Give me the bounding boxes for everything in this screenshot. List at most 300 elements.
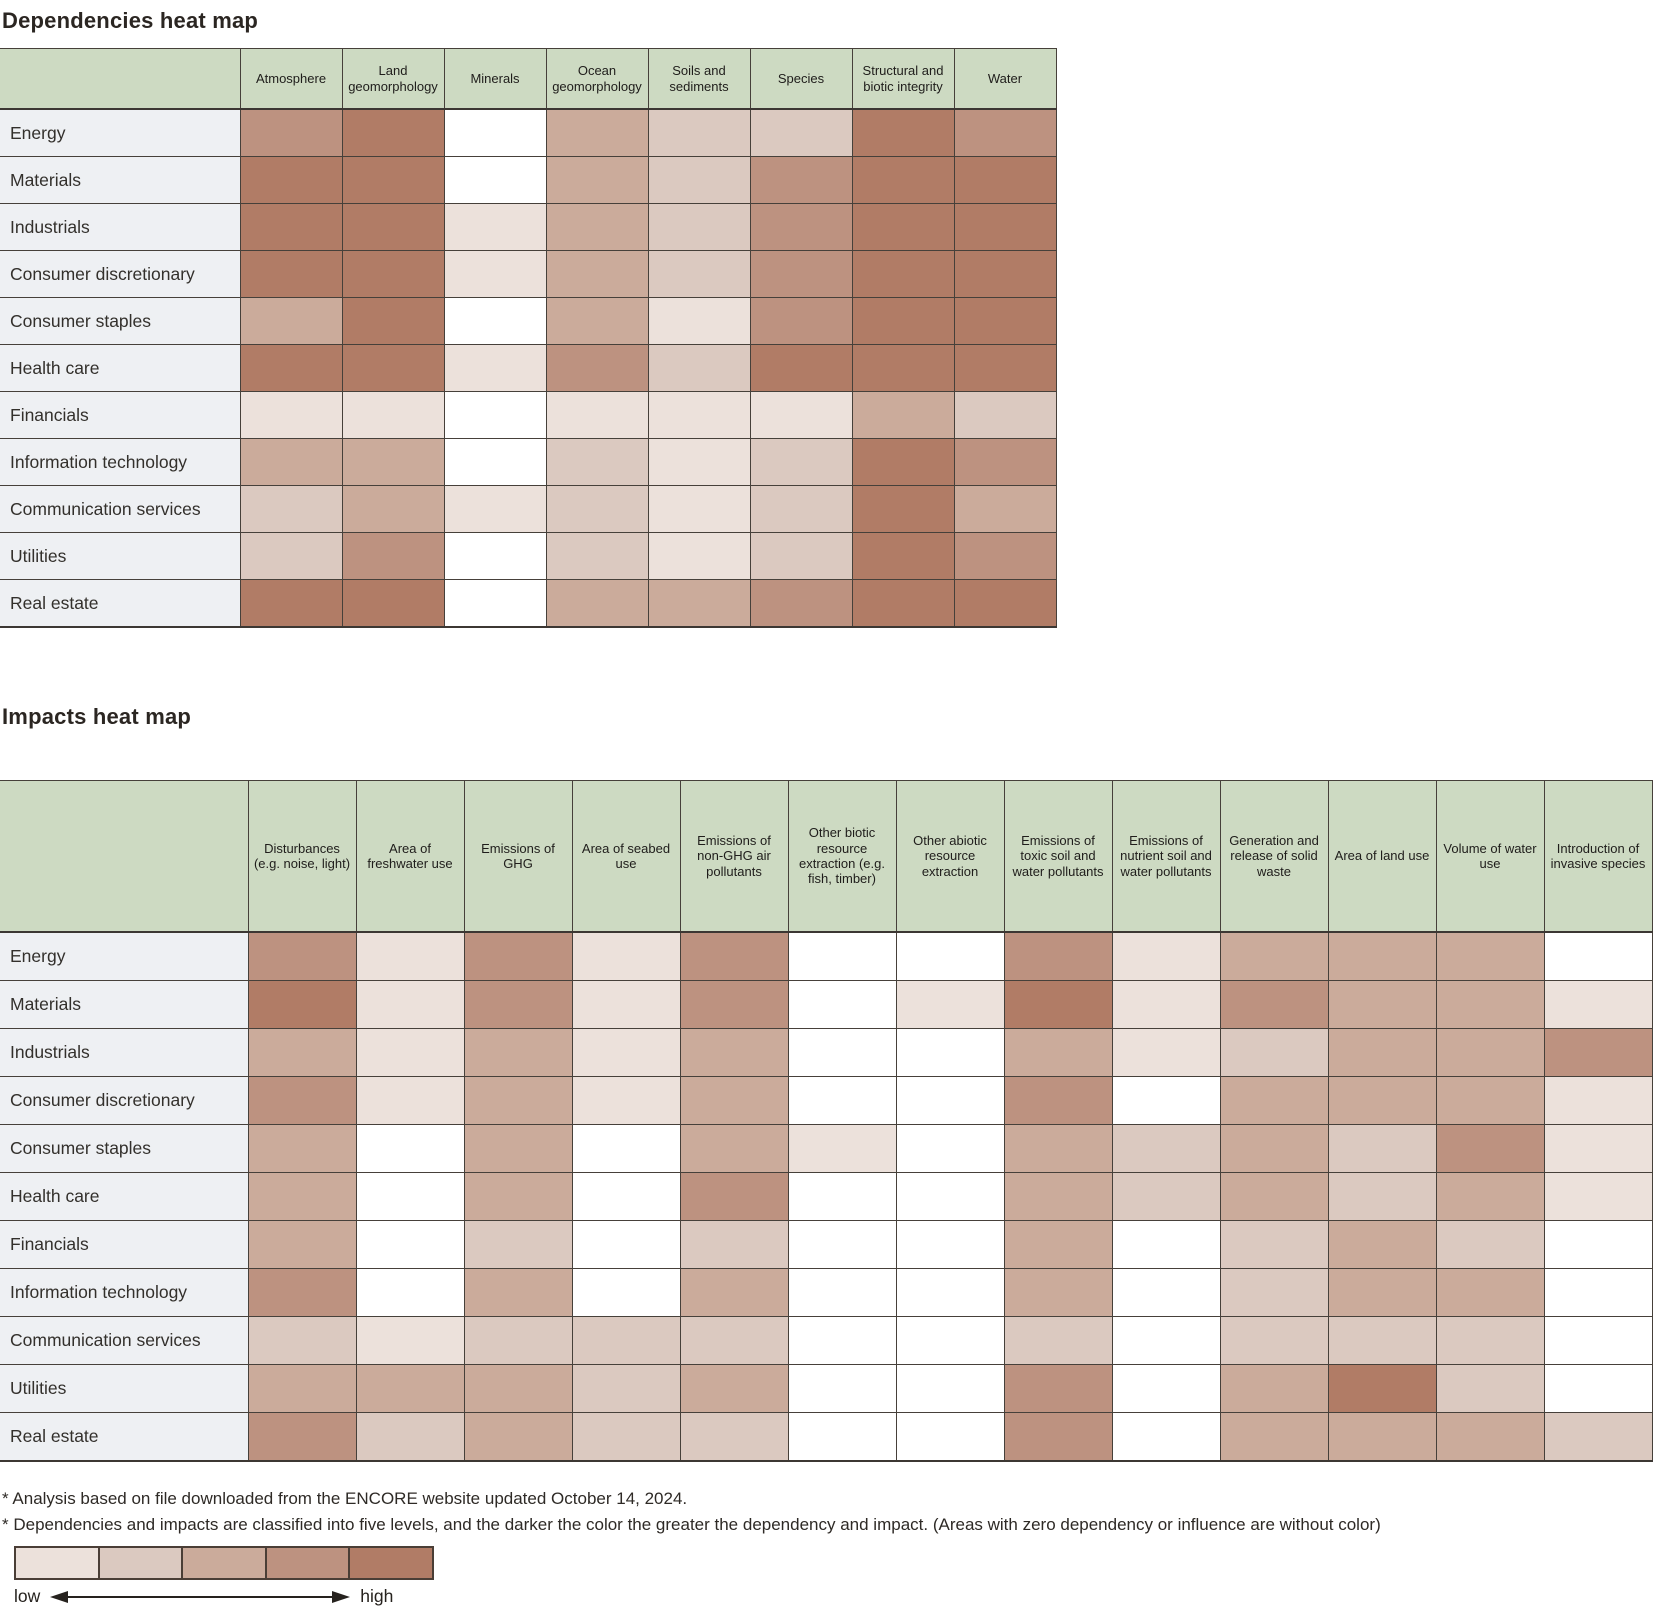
- heatmap-cell: [1220, 1173, 1328, 1221]
- column-header: Atmosphere: [240, 49, 342, 110]
- heatmap-cell: [546, 109, 648, 157]
- row-label: Financials: [0, 1221, 248, 1269]
- heatmap-cell: [444, 486, 546, 533]
- heatmap-cell: [1544, 1317, 1652, 1365]
- heatmap-cell: [1436, 1269, 1544, 1317]
- heatmap-cell: [750, 439, 852, 486]
- heatmap-cell: [680, 1317, 788, 1365]
- heatmap-cell: [572, 932, 680, 981]
- heatmap-cell: [852, 439, 954, 486]
- heatmap-cell: [1220, 1365, 1328, 1413]
- header-row: [0, 49, 1056, 110]
- heatmap-cell: [342, 486, 444, 533]
- heatmap-cell: [1004, 1317, 1112, 1365]
- heatmap-cell: [240, 486, 342, 533]
- table-row: [0, 251, 1056, 298]
- legend-color-bar: [14, 1546, 434, 1580]
- heatmap-cell: [1004, 981, 1112, 1029]
- table-row: [0, 345, 1056, 392]
- heatmap-cell: [1220, 1317, 1328, 1365]
- heatmap-cell: [1544, 1413, 1652, 1462]
- heatmap-cell: [240, 392, 342, 439]
- heatmap-cell: [342, 580, 444, 628]
- table-row: [0, 486, 1056, 533]
- heatmap-cell: [572, 1077, 680, 1125]
- row-label: Industrials: [0, 204, 240, 251]
- column-header: Area of land use: [1328, 781, 1436, 933]
- heatmap-cell: [1112, 1077, 1220, 1125]
- heatmap-cell: [1112, 1413, 1220, 1462]
- heatmap-cell: [954, 533, 1056, 580]
- heatmap-cell: [896, 1029, 1004, 1077]
- heatmap-cell: [896, 1269, 1004, 1317]
- heatmap-cell: [1436, 1173, 1544, 1221]
- heatmap-cell: [1328, 1365, 1436, 1413]
- heatmap-cell: [1436, 1125, 1544, 1173]
- row-label: Consumer discretionary: [0, 251, 240, 298]
- heatmap-cell: [572, 1221, 680, 1269]
- corner-cell: [0, 781, 248, 933]
- row-label: Real estate: [0, 580, 240, 628]
- footnote-classification: * Dependencies and impacts are classified into five levels, and the darker the color the greater the dependency and impact. (Areas with zero dependency or influence are without color): [2, 1515, 1381, 1534]
- heatmap-cell: [852, 251, 954, 298]
- heatmap-cell: [248, 981, 356, 1029]
- impacts-heatmap-title: Impacts heat map: [2, 704, 192, 729]
- heatmap-cell: [1436, 981, 1544, 1029]
- legend-swatch-level-5: [348, 1548, 432, 1578]
- heatmap-cell: [572, 981, 680, 1029]
- heatmap-cell: [248, 932, 356, 981]
- heatmap-cell: [852, 486, 954, 533]
- heatmap-cell: [648, 109, 750, 157]
- heatmap-cell: [896, 1413, 1004, 1462]
- heatmap-cell: [1220, 1029, 1328, 1077]
- footnote-source: * Analysis based on file downloaded from the ENCORE website updated October 14, 2024.: [2, 1489, 688, 1508]
- heatmap-cell: [248, 1365, 356, 1413]
- heatmap-cell: [248, 1317, 356, 1365]
- heatmap-cell: [1112, 1221, 1220, 1269]
- heatmap-cell: [648, 157, 750, 204]
- heatmap-cell: [464, 1029, 572, 1077]
- row-label: Energy: [0, 109, 240, 157]
- heatmap-cell: [1220, 981, 1328, 1029]
- heatmap-cell: [240, 251, 342, 298]
- column-header: Other biotic resource extraction (e.g. fish, timber): [788, 781, 896, 933]
- heatmap-cell: [954, 486, 1056, 533]
- column-header: Emissions of non-GHG air pollutants: [680, 781, 788, 933]
- heatmap-cell: [680, 1173, 788, 1221]
- table-row: [0, 392, 1056, 439]
- column-header: Area of freshwater use: [356, 781, 464, 933]
- heatmap-cell: [356, 1365, 464, 1413]
- row-label: Health care: [0, 1173, 248, 1221]
- heatmap-cell: [680, 1413, 788, 1462]
- heatmap-cell: [1544, 932, 1652, 981]
- heatmap-cell: [954, 109, 1056, 157]
- heatmap-cell: [464, 932, 572, 981]
- heatmap-cell: [852, 533, 954, 580]
- heatmap-cell: [572, 1125, 680, 1173]
- heatmap-cell: [444, 109, 546, 157]
- heatmap-cell: [1436, 1317, 1544, 1365]
- heatmap-cell: [648, 486, 750, 533]
- heatmap-cell: [1220, 1125, 1328, 1173]
- column-header: Water: [954, 49, 1056, 110]
- heatmap-cell: [1112, 932, 1220, 981]
- row-label: Materials: [0, 157, 240, 204]
- heatmap-cell: [896, 1365, 1004, 1413]
- heatmap-cell: [1004, 1365, 1112, 1413]
- heatmap-cell: [896, 1221, 1004, 1269]
- heatmap-cell: [788, 1173, 896, 1221]
- heatmap-cell: [240, 157, 342, 204]
- heatmap-cell: [648, 533, 750, 580]
- heatmap-cell: [546, 580, 648, 628]
- heatmap-cell: [464, 1317, 572, 1365]
- heatmap-cell: [1112, 1269, 1220, 1317]
- heatmap-cell: [464, 1173, 572, 1221]
- heatmap-cell: [1436, 1221, 1544, 1269]
- heatmap-cell: [464, 1413, 572, 1462]
- heatmap-cell: [750, 486, 852, 533]
- row-label: Health care: [0, 345, 240, 392]
- heatmap-cell: [546, 486, 648, 533]
- table-row: [0, 157, 1056, 204]
- column-header: Ocean geomorphology: [546, 49, 648, 110]
- heatmap-cell: [444, 298, 546, 345]
- heatmap-cell: [1112, 981, 1220, 1029]
- row-label: Financials: [0, 392, 240, 439]
- heatmap-cell: [680, 1365, 788, 1413]
- heatmap-cell: [1004, 1029, 1112, 1077]
- heatmap-cell: [1328, 1125, 1436, 1173]
- heatmap-cell: [896, 1317, 1004, 1365]
- legend-swatch-level-2: [98, 1548, 182, 1578]
- heatmap-cell: [356, 1317, 464, 1365]
- column-header: Volume of water use: [1436, 781, 1544, 933]
- heatmap-cell: [1328, 1029, 1436, 1077]
- heatmap-cell: [954, 392, 1056, 439]
- heatmap-cell: [342, 251, 444, 298]
- heatmap-cell: [240, 580, 342, 628]
- heatmap-cell: [648, 298, 750, 345]
- table-row: [0, 1269, 1652, 1317]
- heatmap-cell: [680, 981, 788, 1029]
- heatmap-cell: [788, 1077, 896, 1125]
- heatmap-cell: [1544, 981, 1652, 1029]
- table-row: [0, 1077, 1652, 1125]
- heatmap-cell: [248, 1077, 356, 1125]
- heatmap-cell: [464, 1125, 572, 1173]
- heatmap-cell: [1544, 1221, 1652, 1269]
- legend-low-label: low: [14, 1586, 41, 1606]
- heatmap-cell: [546, 204, 648, 251]
- heatmap-cell: [788, 1413, 896, 1462]
- heatmap-cell: [1436, 1413, 1544, 1462]
- heatmap-cell: [572, 1029, 680, 1077]
- heatmap-cell: [546, 392, 648, 439]
- heatmap-cell: [546, 157, 648, 204]
- column-header: Other abiotic resource extraction: [896, 781, 1004, 933]
- table-row: [0, 204, 1056, 251]
- heatmap-cell: [680, 1077, 788, 1125]
- heatmap-cell: [444, 157, 546, 204]
- heatmap-cell: [750, 392, 852, 439]
- heatmap-cell: [240, 298, 342, 345]
- table-row: [0, 1125, 1652, 1173]
- heatmap-cell: [342, 533, 444, 580]
- heatmap-cell: [572, 1317, 680, 1365]
- header-row: [0, 781, 1652, 933]
- heatmap-cell: [464, 1077, 572, 1125]
- column-header: Emissions of toxic soil and water pollutants: [1004, 781, 1112, 933]
- impacts-heatmap-table: [0, 780, 1653, 1462]
- heatmap-cell: [342, 298, 444, 345]
- heatmap-cell: [356, 1413, 464, 1462]
- heatmap-cell: [1544, 1173, 1652, 1221]
- heatmap-cell: [896, 932, 1004, 981]
- heatmap-cell: [342, 157, 444, 204]
- heatmap-cell: [852, 157, 954, 204]
- heatmap-cell: [852, 580, 954, 628]
- heatmap-cell: [356, 1077, 464, 1125]
- heatmap-cell: [852, 392, 954, 439]
- heatmap-cell: [1328, 1173, 1436, 1221]
- dependencies-heatmap: [0, 48, 1660, 628]
- heatmap-cell: [1004, 1221, 1112, 1269]
- dependencies-heatmap-title: Dependencies heat map: [2, 8, 259, 33]
- column-header: Introduction of invasive species: [1544, 781, 1652, 933]
- table-row: [0, 1221, 1652, 1269]
- row-label: Consumer discretionary: [0, 1077, 248, 1125]
- heatmap-cell: [240, 109, 342, 157]
- table-row: [0, 932, 1652, 981]
- heatmap-cell: [1436, 1365, 1544, 1413]
- heatmap-cell: [356, 1269, 464, 1317]
- heatmap-cell: [444, 392, 546, 439]
- heatmap-cell: [342, 392, 444, 439]
- heatmap-cell: [546, 298, 648, 345]
- heatmap-cell: [750, 204, 852, 251]
- heatmap-cell: [572, 1269, 680, 1317]
- heatmap-cell: [240, 533, 342, 580]
- heatmap-cell: [954, 580, 1056, 628]
- heatmap-cell: [1004, 1269, 1112, 1317]
- table-row: [0, 1317, 1652, 1365]
- table-row: [0, 1173, 1652, 1221]
- heatmap-cell: [1544, 1029, 1652, 1077]
- row-label: Industrials: [0, 1029, 248, 1077]
- row-label: Utilities: [0, 533, 240, 580]
- heatmap-cell: [342, 204, 444, 251]
- heatmap-cell: [1436, 932, 1544, 981]
- heatmap-cell: [750, 345, 852, 392]
- heatmap-cell: [1328, 1269, 1436, 1317]
- footnotes: [2, 1486, 1660, 1538]
- legend-swatch-level-1: [16, 1548, 98, 1578]
- heatmap-cell: [954, 251, 1056, 298]
- row-label: Communication services: [0, 1317, 248, 1365]
- column-header: Land geomorphology: [342, 49, 444, 110]
- heatmap-cell: [248, 1173, 356, 1221]
- row-label: Information technology: [0, 1269, 248, 1317]
- row-label: Materials: [0, 981, 248, 1029]
- table-row: [0, 439, 1056, 486]
- heatmap-cell: [572, 1413, 680, 1462]
- heatmap-cell: [750, 580, 852, 628]
- heatmap-cell: [648, 439, 750, 486]
- heatmap-cell: [240, 345, 342, 392]
- heatmap-cell: [464, 981, 572, 1029]
- heatmap-cell: [954, 439, 1056, 486]
- dependencies-heatmap-table: [0, 48, 1057, 628]
- table-row: [0, 533, 1056, 580]
- heatmap-cell: [1220, 932, 1328, 981]
- heatmap-cell: [1112, 1029, 1220, 1077]
- heatmap-cell: [680, 1221, 788, 1269]
- table-row: [0, 1365, 1652, 1413]
- heatmap-cell: [1112, 1173, 1220, 1221]
- heatmap-cell: [572, 1365, 680, 1413]
- heatmap-cell: [680, 1125, 788, 1173]
- legend-swatch-level-3: [181, 1548, 265, 1578]
- heatmap-cell: [648, 204, 750, 251]
- heatmap-cell: [788, 1221, 896, 1269]
- heatmap-cell: [248, 1269, 356, 1317]
- heatmap-cell: [788, 1365, 896, 1413]
- heatmap-cell: [788, 1269, 896, 1317]
- heatmap-cell: [342, 345, 444, 392]
- heatmap-cell: [1328, 1077, 1436, 1125]
- heatmap-cell: [572, 1173, 680, 1221]
- heatmap-cell: [896, 1077, 1004, 1125]
- column-header: Minerals: [444, 49, 546, 110]
- heatmap-cell: [680, 1269, 788, 1317]
- heatmap-cell: [1220, 1413, 1328, 1462]
- heatmap-cell: [1328, 1221, 1436, 1269]
- heatmap-cell: [1004, 1077, 1112, 1125]
- heatmap-cell: [1112, 1365, 1220, 1413]
- heatmap-cell: [852, 204, 954, 251]
- row-label: Energy: [0, 932, 248, 981]
- heatmap-cell: [1436, 1077, 1544, 1125]
- heatmap-cell: [248, 1413, 356, 1462]
- heatmap-cell: [788, 981, 896, 1029]
- heatmap-cell: [1436, 1029, 1544, 1077]
- heatmap-cell: [1220, 1221, 1328, 1269]
- table-row: [0, 1029, 1652, 1077]
- heatmap-cell: [444, 204, 546, 251]
- heatmap-cell: [546, 251, 648, 298]
- heatmap-cell: [788, 1029, 896, 1077]
- heatmap-cell: [1328, 981, 1436, 1029]
- heatmap-cell: [1544, 1365, 1652, 1413]
- heatmap-cell: [546, 533, 648, 580]
- column-header: Generation and release of solid waste: [1220, 781, 1328, 933]
- heatmap-cell: [1328, 1317, 1436, 1365]
- heatmap-cell: [1112, 1125, 1220, 1173]
- column-header: Emissions of GHG: [464, 781, 572, 933]
- table-row: [0, 298, 1056, 345]
- heatmap-cell: [680, 932, 788, 981]
- heatmap-cell: [852, 345, 954, 392]
- heatmap-cell: [680, 1029, 788, 1077]
- heatmap-cell: [1544, 1125, 1652, 1173]
- column-header: Disturbances (e.g. noise, light): [248, 781, 356, 933]
- heatmap-cell: [648, 345, 750, 392]
- heatmap-cell: [1220, 1077, 1328, 1125]
- heatmap-cell: [240, 204, 342, 251]
- table-row: [0, 981, 1652, 1029]
- heatmap-cell: [444, 580, 546, 628]
- heatmap-cell: [342, 109, 444, 157]
- heatmap-cell: [896, 1125, 1004, 1173]
- impacts-heatmap: [0, 780, 1660, 1462]
- heatmap-cell: [852, 109, 954, 157]
- heatmap-cell: [240, 439, 342, 486]
- column-header: Species: [750, 49, 852, 110]
- heatmap-cell: [1004, 1173, 1112, 1221]
- legend-swatch-level-4: [265, 1548, 349, 1578]
- heatmap-cell: [546, 345, 648, 392]
- heatmap-cell: [248, 1029, 356, 1077]
- column-header: Structural and biotic integrity: [852, 49, 954, 110]
- heatmap-cell: [788, 1317, 896, 1365]
- heatmap-cell: [464, 1365, 572, 1413]
- heatmap-cell: [896, 1173, 1004, 1221]
- low-high-arrow-icon: [50, 1590, 350, 1604]
- heatmap-cell: [356, 1029, 464, 1077]
- heatmap-cell: [750, 157, 852, 204]
- heatmap-cell: [1004, 1413, 1112, 1462]
- column-header: Emissions of nutrient soil and water pollutants: [1112, 781, 1220, 933]
- heatmap-cell: [444, 251, 546, 298]
- heatmap-cell: [954, 204, 1056, 251]
- heatmap-cell: [464, 1269, 572, 1317]
- heatmap-cell: [1220, 1269, 1328, 1317]
- column-header: Area of seabed use: [572, 781, 680, 933]
- heatmap-cell: [1328, 1413, 1436, 1462]
- heatmap-cell: [648, 392, 750, 439]
- heatmap-cell: [444, 345, 546, 392]
- heatmap-cell: [1004, 932, 1112, 981]
- heatmap-cell: [954, 298, 1056, 345]
- heatmap-cell: [1328, 932, 1436, 981]
- table-row: [0, 109, 1056, 157]
- row-label: Real estate: [0, 1413, 248, 1462]
- heatmap-cell: [750, 298, 852, 345]
- heatmap-cell: [356, 1125, 464, 1173]
- heatmap-cell: [356, 1221, 464, 1269]
- heatmap-cell: [1544, 1077, 1652, 1125]
- heatmap-cell: [1544, 1269, 1652, 1317]
- row-label: Information technology: [0, 439, 240, 486]
- column-header: Soils and sediments: [648, 49, 750, 110]
- heatmap-cell: [356, 981, 464, 1029]
- heatmap-cell: [464, 1221, 572, 1269]
- heatmap-cell: [648, 580, 750, 628]
- heatmap-cell: [788, 932, 896, 981]
- heatmap-cell: [896, 981, 1004, 1029]
- legend-labels: [14, 1586, 454, 1607]
- heatmap-cell: [648, 251, 750, 298]
- heatmap-cell: [954, 345, 1056, 392]
- table-row: [0, 1413, 1652, 1462]
- corner-cell: [0, 49, 240, 110]
- heatmap-cell: [750, 533, 852, 580]
- heatmap-cell: [248, 1221, 356, 1269]
- row-label: Communication services: [0, 486, 240, 533]
